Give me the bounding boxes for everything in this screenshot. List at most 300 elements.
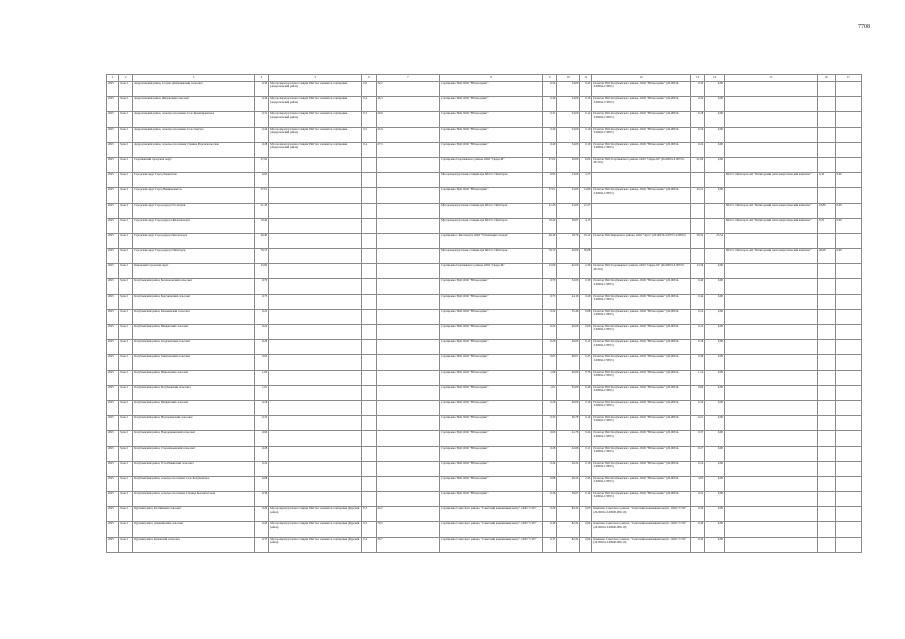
table-cell (376, 400, 440, 415)
table-cell (835, 370, 861, 385)
column-number: 5 (269, 75, 362, 82)
table-cell: 0,40 (543, 142, 557, 157)
table-cell (835, 476, 861, 491)
table-cell: 0,00 (835, 249, 861, 264)
table-cell: Мусороперегрузочная станция при МСО г. Пятигорск (440, 173, 543, 188)
table-cell (835, 385, 861, 400)
table-cell (705, 203, 725, 218)
table-cell: Полигон ТКО Кочубеевского района, ООО "Югэкосервис" (26-00014-З-00604-170815) (592, 112, 691, 127)
table-cell: Полигон ТКО Кочубеевского района, ООО "Югэкосервис" (26-00014-З-00604-170815) (592, 340, 691, 355)
table-cell (835, 431, 861, 446)
table-cell: Зона 2 (119, 203, 133, 218)
table-cell: 0,14 (580, 416, 592, 431)
table-cell (818, 431, 836, 446)
table-cell: 2025 (107, 431, 119, 446)
table-cell (376, 340, 440, 355)
table-cell: Зона 2 (119, 492, 133, 507)
table-cell: Сортировка ТКО ООО "Югэкосервис" (440, 400, 543, 415)
table-cell (835, 340, 861, 355)
table-cell: 0,00 (705, 446, 725, 461)
table-cell: Сортировка ТКО ООО "Югэкосервис" (440, 370, 543, 385)
table-row (107, 218, 862, 233)
table-cell: 54,00 (557, 142, 580, 157)
table-cell: 76,13 (543, 249, 557, 264)
table-cell (818, 340, 836, 355)
table-cell: 15,66 (543, 264, 557, 279)
table-cell: 35,00 (557, 385, 580, 400)
table-cell (835, 112, 861, 127)
table-cell: 0,22 (254, 309, 268, 324)
table-cell: Полигон ТКО Кочубеевского района, ООО "Югэкосервис" (26-00014-З-00604-170815) (592, 142, 691, 157)
table-cell (362, 249, 376, 264)
table-cell: 41,78 (557, 431, 580, 446)
table-cell: 0,00 (705, 416, 725, 431)
table-cell: Сортировка ТКО ООО "Югэкосервис" (440, 309, 543, 324)
table-cell: 0,46 (254, 97, 268, 112)
table-cell: 27,3 (376, 142, 440, 157)
table-cell: Полигон ТКО Кочубеевского района, ООО "Югэкосервис" (26-00014-З-00604-170815) (592, 461, 691, 476)
table-cell: 0,29 (580, 294, 592, 309)
table-cell: Сортировка ТКО ООО "Югэкосервис" (440, 385, 543, 400)
table-cell: 19,12 (580, 233, 592, 248)
table-cell: 0,29 (254, 340, 268, 355)
table-cell: 0,35 (543, 416, 557, 431)
table-cell (818, 294, 836, 309)
table-cell (724, 537, 817, 552)
column-number: 6 (362, 75, 376, 82)
table-cell: Сортировка г. Кисловодск ООО "Утилизация отходов" (440, 233, 543, 248)
table-cell: 0,00 (705, 82, 725, 97)
table-cell: Зона 2 (119, 461, 133, 476)
table-cell (362, 218, 376, 233)
table-cell (362, 279, 376, 294)
table-cell: Зона 2 (119, 112, 133, 127)
table-cell (269, 218, 362, 233)
table-cell: 46,08 (818, 249, 836, 264)
table-cell (835, 233, 861, 248)
table-cell (376, 385, 440, 400)
table-cell: 0,35 (254, 416, 268, 431)
table-cell: 27,02 (543, 157, 557, 172)
table-cell: 2025 (107, 233, 119, 248)
table-cell: 0,5 (362, 522, 376, 537)
table-cell: 2025 (107, 294, 119, 309)
table-cell: 0,16 (690, 127, 704, 142)
table-cell: Сортировка ТКО ООО "Югэкосервис" (440, 97, 543, 112)
table-cell: 0,29 (543, 507, 557, 522)
table-cell (705, 218, 725, 233)
table-cell: 27,02 (254, 157, 268, 172)
table-cell: Зона 2 (119, 233, 133, 248)
table-cell (592, 218, 691, 233)
table-cell (362, 340, 376, 355)
table-row (107, 492, 862, 507)
table-cell: 0,29 (543, 340, 557, 355)
table-cell (818, 157, 836, 172)
table-cell: Сортировка ТКО ООО "Югэкосервис" (440, 340, 543, 355)
table-cell: 0,44 (690, 294, 704, 309)
table-row (107, 370, 862, 385)
table-cell: 0,12 (580, 112, 592, 127)
table-cell (835, 142, 861, 157)
table-cell: Кочубеевский район, Мищенский сельсовет (133, 325, 255, 340)
table-cell: 20,00 (557, 157, 580, 172)
table-cell: Полигон ТКО Кочубеевского района, ООО "Югэкосервис" (26-00014-З-00604-170815) (592, 188, 691, 203)
table-cell (818, 507, 836, 522)
table-body (107, 75, 862, 553)
table-cell: 0,37 (690, 431, 704, 446)
column-number: 8 (440, 75, 543, 82)
table-cell: 0,24 (254, 461, 268, 476)
table-cell: 0,73 (543, 294, 557, 309)
table-cell: Кочубеевский район, сельское поселение Станица Беломечетская (133, 492, 255, 507)
table-cell: 0,12 (580, 340, 592, 355)
column-number: 12 (592, 75, 691, 82)
table-cell: 0,0 (362, 82, 376, 97)
table-cell (269, 188, 362, 203)
table-cell: Городской округ Город-курорт Пятигорск (133, 249, 255, 264)
table-cell: 2025 (107, 309, 119, 324)
table-cell (376, 431, 440, 446)
table-cell (724, 385, 817, 400)
table-cell: Полигон ТКО Кировского района, ООО "Арго" (26-00016-З-00715-210815) (592, 233, 691, 248)
table-cell: Мусороперегрузочная станция ТКО без элементов сортировки (Курский район) (269, 507, 362, 522)
table-cell: 0,00 (705, 355, 725, 370)
table-cell: Полигон ТКО Кочубеевского района, ООО "Югэкосервис" (26-00014-З-00604-170815) (592, 309, 691, 324)
table-cell: 2,77 (580, 173, 592, 188)
table-cell: 0,00 (705, 142, 725, 157)
table-cell: Зона 2 (119, 142, 133, 157)
table-cell: Сортировка ТКО ООО "Югэкосервис" (440, 142, 543, 157)
table-cell: Курский район, Данилинский сельсовет (133, 522, 255, 537)
table-cell: Зона 2 (119, 537, 133, 552)
table-cell: Зона 2 (119, 416, 133, 431)
table-cell: 2025 (107, 416, 119, 431)
table-cell: Полигон ТКО Кочубеевского района, ООО "Югэкосервис" (26-00014-З-00604-170815) (592, 385, 691, 400)
table-cell: Кировский городской округ (133, 264, 255, 279)
table-cell: 0,24 (254, 325, 268, 340)
table-cell: 28,32 (690, 233, 704, 248)
page-number: 7708 (858, 24, 870, 30)
table-cell: 0,22 (580, 82, 592, 97)
table-cell: Городской округ Город-курорт Железноводск (133, 218, 255, 233)
table-cell (835, 325, 861, 340)
table-cell: 56,78 (557, 416, 580, 431)
table-cell (724, 264, 817, 279)
table-cell: 0,60 (690, 385, 704, 400)
table-cell: Сортировка ТКО ООО "Югэкосервис" (440, 461, 543, 476)
table-cell: 0,00 (705, 325, 725, 340)
table-cell: 0,00 (705, 340, 725, 355)
table-cell: 2025 (107, 400, 119, 415)
table-cell: 6,08 (254, 476, 268, 491)
table-cell: 39,07 (557, 218, 580, 233)
table-cell: 0,16 (580, 97, 592, 112)
table-cell: 0,00 (835, 173, 861, 188)
column-number: 15 (724, 75, 817, 82)
table-cell: 0,60 (254, 431, 268, 446)
table-cell (724, 507, 817, 522)
table-cell: 0,28 (254, 142, 268, 157)
table-cell (376, 157, 440, 172)
table-cell: 0,3 (362, 507, 376, 522)
table-cell: 0,14 (580, 492, 592, 507)
table-cell: Сортировка ТКО ООО "Югэкосервис" (440, 279, 543, 294)
table-cell (724, 279, 817, 294)
table-cell: 10,42 (254, 218, 268, 233)
table-cell (269, 173, 362, 188)
table-cell: 2025 (107, 537, 119, 552)
table-cell: 15,66 (254, 264, 268, 279)
table-cell (818, 112, 836, 127)
table-cell: 0,10 (580, 461, 592, 476)
table-cell: 0,76 (580, 370, 592, 385)
table-cell (835, 507, 861, 522)
table-cell: Полигон ТКО Кочубеевского района, ООО "Югэкосервис" (26-00014-З-00604-170815) (592, 431, 691, 446)
table-row (107, 537, 862, 552)
table-cell: 40,00 (557, 370, 580, 385)
table-cell (818, 82, 836, 97)
table-cell: 32,2 (376, 82, 440, 97)
table-cell (362, 355, 376, 370)
table-cell (362, 233, 376, 248)
data-table (106, 74, 862, 553)
table-cell: Зона 2 (119, 385, 133, 400)
table-cell: 30,08 (580, 249, 592, 264)
table-cell: МСО г. Пятигорск АО "Пятигорский теплоэнергетический комплекс" (724, 249, 817, 264)
table-cell: 0,40 (543, 97, 557, 112)
table-cell: 0,26 (690, 507, 704, 522)
table-cell: Сортировка Советского района, "Советский кожевенный центр", ООО "СТО" (440, 507, 543, 522)
table-cell (818, 188, 836, 203)
table-cell (362, 325, 376, 340)
table-cell (362, 309, 376, 324)
table-cell (269, 294, 362, 309)
table-cell: МСО г. Пятигорск АО "Пятигорский теплоэнергетический комплекс" (724, 173, 817, 188)
table-cell: 0,29 (254, 507, 268, 522)
table-cell: Зона 2 (119, 127, 133, 142)
table-cell (376, 416, 440, 431)
table-cell (724, 157, 817, 172)
table-row (107, 233, 862, 248)
table-cell (835, 537, 861, 552)
table-cell: 40,40 (254, 233, 268, 248)
table-cell: Кочубеевский район, Ивановский сельсовет (133, 370, 255, 385)
table-cell (835, 279, 861, 294)
table-cell: Курский район, Балтийский сельсовет (133, 507, 255, 522)
table-cell: Сортировка ТКО ООО "Югэкосервис" (440, 82, 543, 97)
table-cell: 0,63 (254, 355, 268, 370)
table-cell: Зона 2 (119, 446, 133, 461)
table-row (107, 400, 862, 415)
column-number: 11 (580, 75, 592, 82)
table-cell (835, 157, 861, 172)
table-cell: 0,00 (835, 218, 861, 233)
table-cell: 0,14 (690, 309, 704, 324)
table-cell: 0,00 (705, 97, 725, 112)
table-cell: Сортировка ТКО ООО "Югэкосервис" (440, 446, 543, 461)
table-cell (269, 249, 362, 264)
table-row (107, 203, 862, 218)
table-cell: Сортировка Георгиевского района ООО "Сфера-М" (440, 264, 543, 279)
table-cell (690, 218, 704, 233)
table-cell: Полигон ТКО Кочубеевского района, ООО "Югэкосервис" (26-00014-З-00604-170815) (592, 97, 691, 112)
table-cell (376, 264, 440, 279)
table-cell (362, 370, 376, 385)
table-cell: 42,68 (557, 446, 580, 461)
table-cell: 23,00 (557, 173, 580, 188)
table-cell (818, 97, 836, 112)
table-cell (724, 127, 817, 142)
table-cell: Полигон ТКО Кочубеевского района, ООО "Югэкосервис" (26-00014-З-00604-170815) (592, 355, 691, 370)
table-cell (592, 173, 691, 188)
table-cell: Полигон ТКО Кочубеевского района, ООО "Югэкосервис" (26-00014-З-00604-170815) (592, 476, 691, 491)
table-row (107, 82, 862, 97)
table-cell: 0,00 (705, 385, 725, 400)
table-cell: 0,22 (543, 309, 557, 324)
table-cell: Полигон ТКО Кочубеевского района, ООО "Югэкосервис" (26-00014-З-00604-170815) (592, 446, 691, 461)
table-cell: 0,37 (254, 537, 268, 552)
table-cell (376, 309, 440, 324)
table-cell (724, 431, 817, 446)
table-cell: Андроповский район, сельское поселение Станица Воровсколесская (133, 142, 255, 157)
table-cell: Кочубеевский район, Усть-Невинский сельсовет (133, 461, 255, 476)
table-cell (835, 309, 861, 324)
table-cell: 82,24 (557, 522, 580, 537)
table-cell (818, 400, 836, 415)
table-cell (724, 188, 817, 203)
table-cell (835, 416, 861, 431)
table-cell: 0,09 (580, 325, 592, 340)
table-cell (269, 461, 362, 476)
table-cell: 13,36 (690, 264, 704, 279)
table-cell: Кочубеевский район, Барсуковский сельсовет (133, 294, 255, 309)
table-cell: Сортировка ТКО ООО "Югэкосервис" (440, 492, 543, 507)
table-cell: Мусороперегрузочная станция при МСО г. Пятигорск (440, 203, 543, 218)
table-cell: Сортировка ТКО ООО "Югэкосервис" (440, 188, 543, 203)
table-cell: 0,34 (690, 537, 704, 552)
table-cell (376, 233, 440, 248)
table-row (107, 142, 862, 157)
table-cell: 20,00 (557, 249, 580, 264)
table-cell: 2025 (107, 385, 119, 400)
table-cell (724, 476, 817, 491)
table-cell (362, 431, 376, 446)
table-cell (835, 446, 861, 461)
table-cell: 2025 (107, 188, 119, 203)
table-cell: 82,24 (557, 537, 580, 552)
table-cell: 0,00 (705, 431, 725, 446)
table-cell: 0,18 (690, 112, 704, 127)
table-cell: 0,46 (690, 522, 704, 537)
table-cell: Кочубеевский район, Новодеревенский сельсовет (133, 431, 255, 446)
table-cell: 0,73 (254, 294, 268, 309)
table-cell: Зона 2 (119, 173, 133, 188)
table-cell: Кочубеевский район, Заветненский сельсовет (133, 355, 255, 370)
table-cell (835, 461, 861, 476)
table-cell: Андроповский район, Янкульский сельсовет (133, 97, 255, 112)
table-cell (835, 82, 861, 97)
table-cell (724, 233, 817, 248)
table-cell: 0,70 (254, 279, 268, 294)
table-cell: 32,00 (557, 279, 580, 294)
table-cell (269, 264, 362, 279)
table-cell (835, 188, 861, 203)
table-cell: Мусороперегрузочная станция ТКО без элементов сортировки (Андроповский район) (269, 142, 362, 157)
table-cell: 0,00 (705, 492, 725, 507)
table-cell (818, 309, 836, 324)
table-cell: 0,40 (580, 385, 592, 400)
table-cell: 3,65 (690, 476, 704, 491)
table-cell: 0,25 (580, 355, 592, 370)
table-cell (724, 309, 817, 324)
table-cell: 0,37 (543, 537, 557, 552)
table-cell: Сортировка ТКО ООО "Югэкосервис" (440, 127, 543, 142)
table-cell: Кочубеевский район, Кочубеевский сельсовет (133, 385, 255, 400)
table-cell (376, 355, 440, 370)
table-cell (724, 82, 817, 97)
table-cell: Полигон ТКО Кочубеевского района, ООО "Югэкосервис" (26-00014-З-00604-170815) (592, 127, 691, 142)
table-row (107, 249, 862, 264)
table-cell (362, 400, 376, 415)
table-row (107, 294, 862, 309)
table-cell: Сортировка ТКО ООО "Югэкосервис" (440, 476, 543, 491)
table-cell (376, 218, 440, 233)
table-cell: МСО г. Пятигорск АО "Пятигорский теплоэнергетический комплекс" (724, 203, 817, 218)
table-cell (818, 325, 836, 340)
table-cell (269, 233, 362, 248)
table-cell: 25,54 (705, 233, 725, 248)
column-number: 3 (133, 75, 255, 82)
table-cell: 0,00 (705, 279, 725, 294)
table-cell: 0,26 (254, 127, 268, 142)
table-cell (724, 522, 817, 537)
table-cell (724, 325, 817, 340)
table-cell: 0,00 (705, 309, 725, 324)
table-row (107, 279, 862, 294)
table-cell: 23,00 (557, 203, 580, 218)
table-cell (269, 157, 362, 172)
table-cell (269, 370, 362, 385)
table-cell: 6,93 (254, 173, 268, 188)
table-cell: Зона 2 (119, 188, 133, 203)
table-cell: 1,01 (254, 385, 268, 400)
table-cell: 0,00 (705, 188, 725, 203)
table-cell (269, 492, 362, 507)
table-cell: Мусороперегрузочная станция ТКО без элементов сортировки (Андроповский район) (269, 97, 362, 112)
table-cell: Сортировка ТКО ООО "Югэкосервис" (440, 325, 543, 340)
table-cell (362, 385, 376, 400)
table-cell: 0,16 (580, 142, 592, 157)
table-cell: 0,24 (543, 461, 557, 476)
table-cell: 0,04 (580, 522, 592, 537)
table-row (107, 264, 862, 279)
table-cell (376, 249, 440, 264)
table-cell: Мусороперегрузочная станция ТКО без элементов сортировки (Курский район) (269, 537, 362, 552)
table-cell: 39,67 (557, 492, 580, 507)
table-row (107, 446, 862, 461)
table-row (107, 325, 862, 340)
table-cell (835, 294, 861, 309)
table-cell: Городской округ Город-курорт Ессентуки (133, 203, 255, 218)
table-cell: 0,21 (690, 492, 704, 507)
table-cell (835, 355, 861, 370)
table-cell: 40,40 (543, 233, 557, 248)
table-cell: 0,4 (362, 142, 376, 157)
table-cell: Мусороперегрузочная станция ТКО без элементов сортировки (Курский район) (269, 522, 362, 537)
table-cell: Комплекс Советского района, "Советский кожевенный центр", ООО "СТО" (26-00024-З-00000-081110) (592, 522, 691, 537)
table-cell: 0,31 (543, 112, 557, 127)
